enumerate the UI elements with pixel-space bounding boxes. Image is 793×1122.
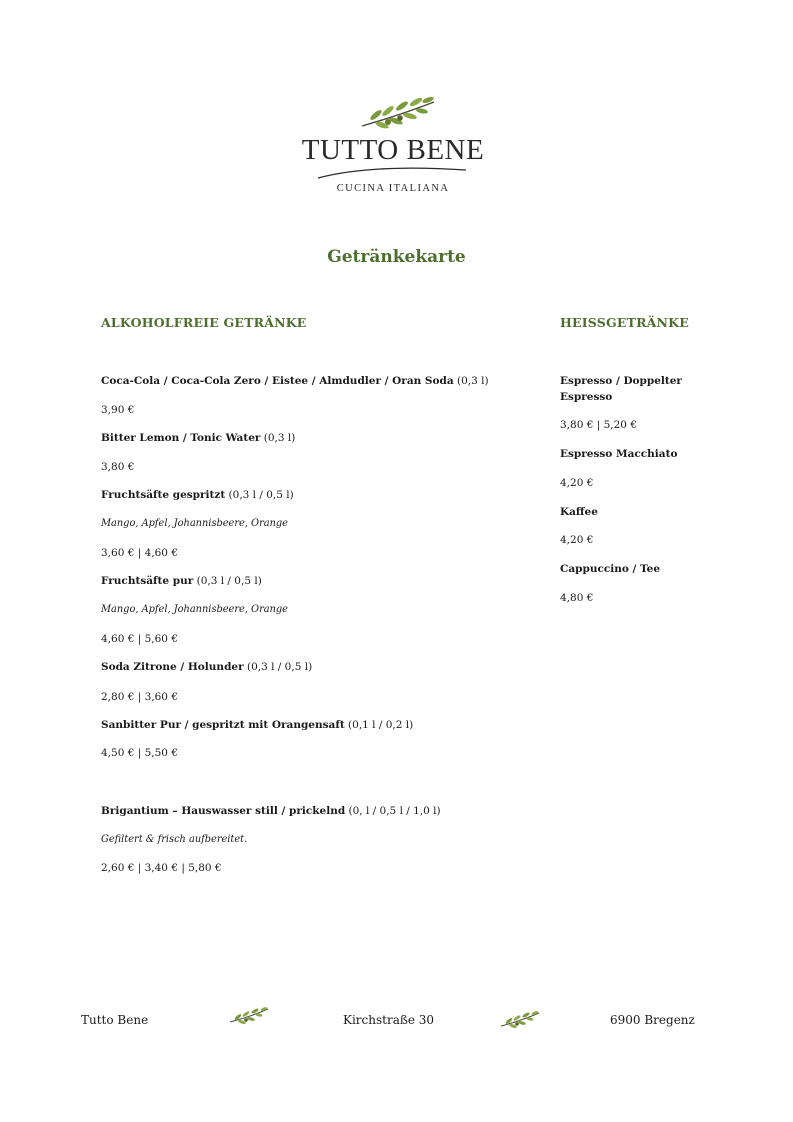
olive-branch-icon — [358, 96, 438, 132]
item-name: Brigantium – Hauswasser still / prickelnd — [101, 805, 346, 817]
item-name: Bitter Lemon / Tonic Water — [101, 432, 261, 444]
section-heading-hot: HEISSGETRÄNKE — [560, 315, 689, 330]
item-size: (0,3 l) — [456, 375, 489, 387]
item-name: Cappuccino / Tee — [560, 563, 661, 575]
item-size: (0,3 l / 0,5 l) — [246, 661, 313, 673]
logo — [298, 96, 488, 206]
section-heading-cold: ALKOHOLFREIE GETRÄNKE — [101, 315, 307, 330]
item-name: Fruchtsäfte gespritzt — [101, 489, 226, 501]
item-price: 4,20 € — [560, 477, 594, 489]
footer-city: 6900 Bregenz — [610, 1013, 695, 1027]
item-description: Mango, Apfel, Johannisbeere, Orange — [101, 518, 288, 529]
item-name: Kaffee — [560, 506, 598, 518]
menu-item-name — [101, 804, 441, 818]
item-price: 3,80 € | 5,20 € — [560, 419, 638, 431]
menu-item-name — [101, 488, 294, 502]
item-size: (0,3 l / 0,5 l) — [228, 489, 294, 501]
item-description: Mango, Apfel, Johannisbeere, Orange — [101, 604, 288, 615]
item-price: 3,60 € | 4,60 € — [101, 547, 179, 559]
menu-item-name — [101, 660, 312, 674]
logo-swoosh — [316, 166, 468, 180]
menu-item-name — [101, 574, 262, 588]
footer-street: Kirchstraße 30 — [343, 1013, 435, 1027]
olive-branch-icon — [499, 1010, 541, 1030]
item-price: 2,80 € | 3,60 € — [101, 691, 179, 703]
item-price: 3,80 € — [101, 461, 135, 473]
item-price: 4,20 € — [560, 534, 594, 546]
item-price: 2,60 € | 3,40 € | 5,80 € — [101, 862, 222, 874]
menu-item-name — [101, 718, 413, 732]
item-name: Espresso Macchiato — [560, 448, 678, 460]
item-size: (0,1 l / 0,2 l) — [348, 719, 414, 731]
item-size: (0, l / 0,5 l / 1,0 l) — [348, 805, 441, 817]
item-size: (0,3 l / 0,5 l) — [196, 575, 262, 587]
menu-item-name — [101, 431, 295, 445]
item-price: 4,50 € | 5,50 € — [101, 747, 179, 759]
item-name: Fruchtsäfte pur — [101, 575, 194, 587]
item-price: 4,80 € — [560, 592, 594, 604]
page-title: Getränkekarte — [327, 247, 466, 267]
item-name: Coca-Cola / Coca-Cola Zero / Eistee / Almdudler / Oran Soda — [101, 375, 454, 387]
item-description: Gefiltert & frisch aufbereitet. — [101, 834, 248, 845]
menu-item-name — [101, 374, 489, 388]
item-size: (0,3 l) — [263, 432, 296, 444]
logo-title: TUTTO BENE — [301, 134, 485, 166]
footer-name: Tutto Bene — [81, 1013, 149, 1027]
olive-branch-icon — [228, 1006, 270, 1026]
item-price: 4,60 € | 5,60 € — [101, 633, 179, 645]
item-price: 3,90 € — [101, 404, 135, 416]
item-name: Espresso / Doppelter Espresso — [560, 375, 682, 403]
item-name: Sanbitter Pur / gespritzt mit Orangensaft — [101, 719, 345, 731]
item-name: Soda Zitrone / Holunder — [101, 661, 244, 673]
logo-subtitle: CUCINA ITALIANA — [336, 183, 450, 194]
